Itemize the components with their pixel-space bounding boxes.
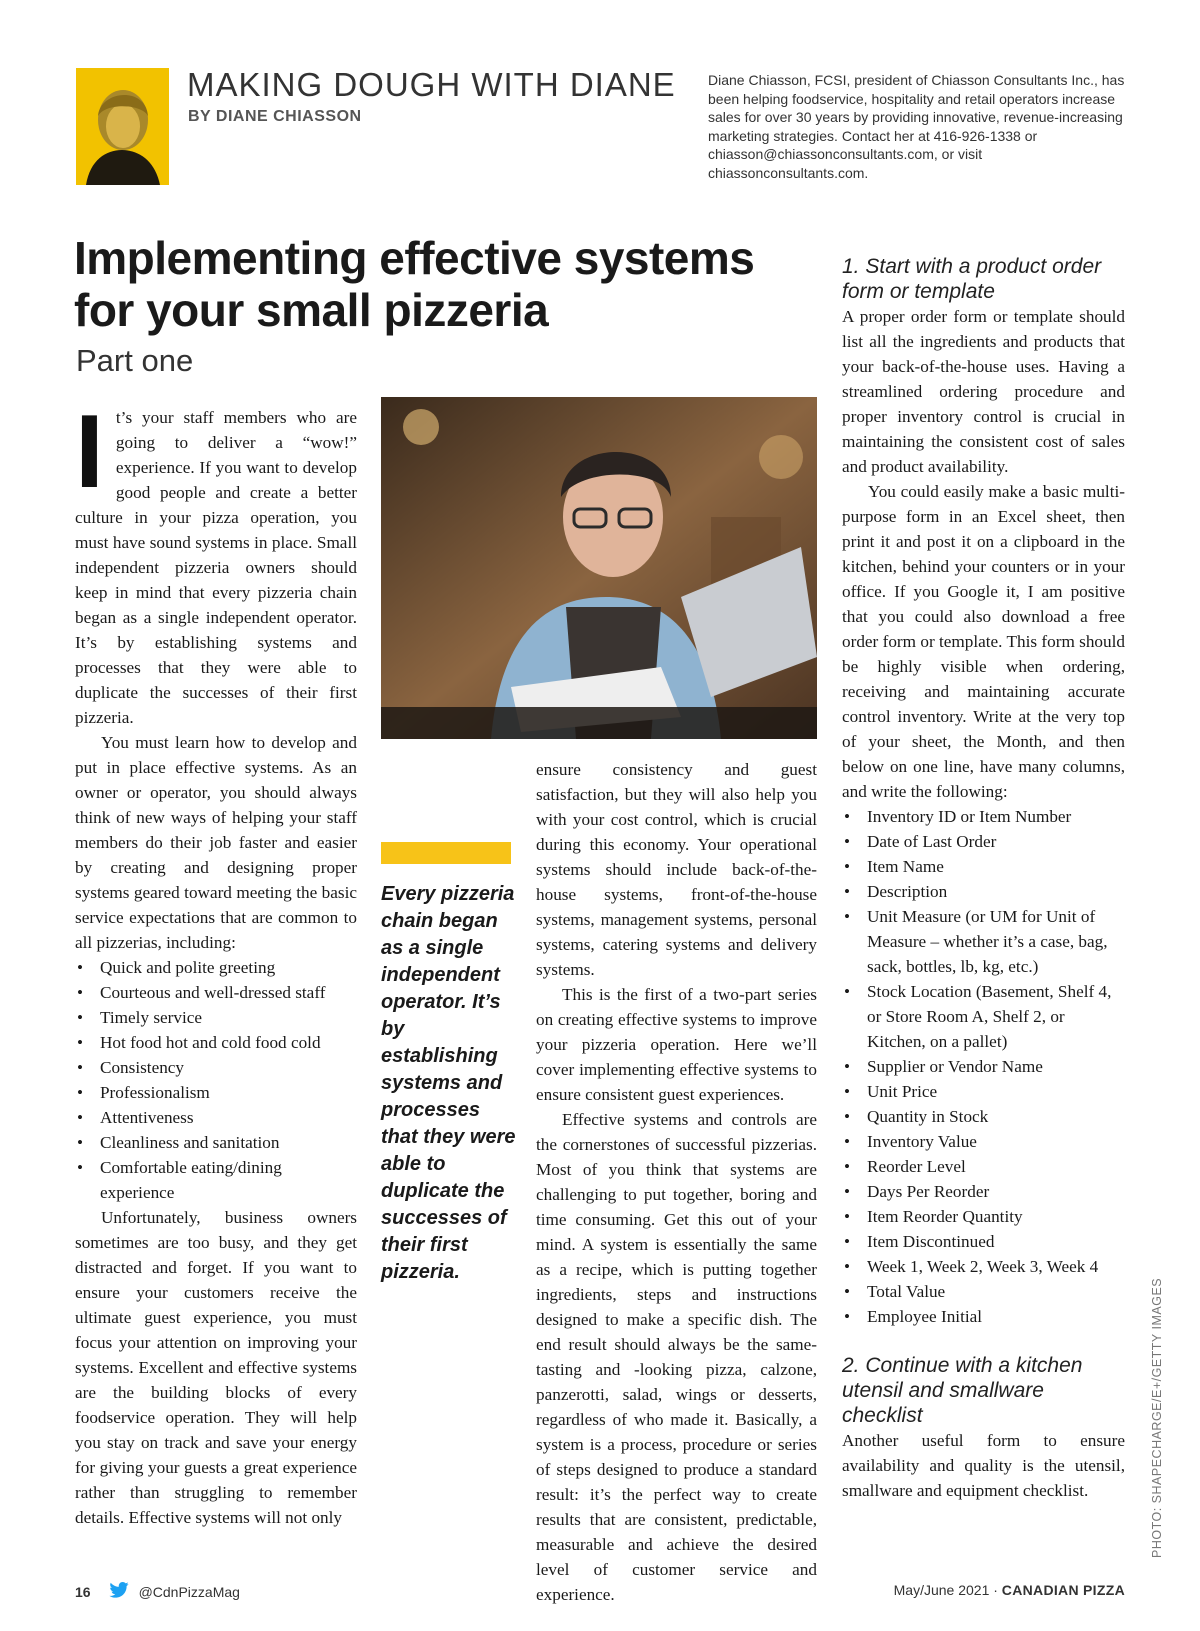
list-item: • Unit Price: [842, 1079, 1125, 1104]
issue-date: May/June 2021 ·: [893, 1582, 1002, 1598]
list-item: • Hot food hot and cold food cold: [75, 1030, 357, 1055]
list-item: • Item Discontinued: [842, 1229, 1125, 1254]
footer-right: [894, 1582, 1125, 1598]
intro-text: t’s your staff members who are going to deliver a “wow!” experience. If you want to develop good people and create a better culture in your pizza operation, you must have sound systems in place. Small independent pizzeria owners should keep in mind that every pizzeria chain began as a single independent operator. It’s by establishing systems and processes that they were able to duplicate the successes of their first pizzeria.: [75, 408, 357, 727]
list-item: • Timely service: [75, 1005, 357, 1030]
section-1-paragraph-2: You could easily make a basic multi-purpose form in an Excel sheet, then print it and post it on a clipboard in the kitchen, behind your counters or in your office. If you Google it, I am positive that you could also download a free order form or template. This form should be highly visible when ordering, receiving and maintaining accurate control inventory. Write at the very top of your sheet, the Month, and then below on one line, have many columns, and write the following:: [842, 482, 1125, 801]
pull-quote: Every pizzeria chain began as a single independent operator. It’s by establishing systems and processes that they were able to duplicate the successes of their first pizzeria.: [381, 883, 516, 1283]
list-item: • Reorder Level: [842, 1154, 1125, 1179]
list-item: • Professionalism: [75, 1080, 357, 1105]
article-column-3: [842, 232, 1125, 1503]
author-headshot: [76, 68, 169, 185]
article-column-1: [75, 394, 357, 1530]
paragraph-5: Effective systems and controls are the cornerstones of successful pizzerias. Most of you think that systems are challenging to put together, boring and time consuming. Get this out of your mind. A system is essentially the same as a recipe, which is putting together ingredients, steps and instructions designed to make a specific dish. The end result should always be the same-tasting and -looking pizza, calzone, panzerotti, salad, wings or desserts, regardless of who made it. Basically, a system is a process, procedure or series of steps designed to produce a standard result: it’s the perfect way to create results that are consistent, predictable, measurable and achieve the desired level of customer service and experience.: [536, 1110, 817, 1604]
author-bio: Diane Chiasson, FCSI, president of Chiasson Consultants Inc., has been helping foodservice, hospitality and retail operators increase sales for over 30 years by providing innovative, revenue-increasing marketing strategies. Contact her at 416-926-1338 or chiasson@chiassonconsultants.com, or visit chiassonconsultants.com.: [708, 72, 1125, 181]
article-headline: Implementing effective systems for your small pizzeria: [74, 232, 755, 336]
list-item: • Total Value: [842, 1279, 1125, 1304]
column-title: MAKING DOUGH WITH DIANE: [187, 66, 676, 103]
page-number: 16: [75, 1583, 91, 1600]
service-expectations-list: [75, 955, 357, 1205]
list-item: • Consistency: [75, 1055, 357, 1080]
paragraph-4: This is the first of a two-part series on creating effective systems to improve your pizzeria operation. Here we’ll cover implementing effective systems to ensure consistent guest experiences.: [536, 985, 817, 1104]
list-item: • Quick and polite greeting: [75, 955, 357, 980]
article-subhead: Part one: [76, 343, 194, 378]
list-item: • Comfortable eating/dining experience: [75, 1155, 357, 1205]
list-item: • Attentiveness: [75, 1105, 357, 1130]
list-item: • Employee Initial: [842, 1304, 1125, 1329]
section-2-paragraph-1: Another useful form to ensure availability and quality is the utensil, smallware and equipment checklist.: [842, 1431, 1125, 1500]
paragraph-3: Unfortunately, business owners sometimes are too busy, and they get distracted and forget. If you want to ensure your customers receive the ultimate guest experience, you must focus your attention on improving your systems. Excellent and effective systems are the building blocks of every foodservice operation. They will help you stay on track and save your energy for giving your guests a great experience rather than struggling to remember details. Effective systems will not only: [75, 1208, 357, 1527]
drop-cap: I: [75, 394, 104, 510]
list-item: • Week 1, Week 2, Week 3, Week 4: [842, 1254, 1125, 1279]
list-item: • Courteous and well-dressed staff: [75, 980, 357, 1005]
list-item: • Unit Measure (or UM for Unit of Measure – whether it’s a case, bag, sack, bottles, lb, kg, etc.): [842, 904, 1125, 979]
list-item: • Quantity in Stock: [842, 1104, 1125, 1129]
order-form-columns-list: [842, 804, 1125, 1329]
section-1-paragraph-1: A proper order form or template should list all the ingredients and products that your back-of-the-house uses. Having a streamlined ordering procedure and proper inventory control is crucial in maintaining the consistent cost of sales and product availability.: [842, 307, 1125, 476]
twitter-bird-icon: [109, 1582, 129, 1601]
section-1-heading: 1. Start with a product order form or template: [842, 255, 1102, 303]
pull-quote-bar: [381, 842, 511, 864]
photo-credit: PHOTO: SHAPECHARGE/E+/GETTY IMAGES: [1150, 1277, 1164, 1558]
byline: BY DIANE CHIASSON: [188, 108, 362, 125]
list-item: • Cleanliness and sanitation: [75, 1130, 357, 1155]
list-item: • Days Per Reorder: [842, 1179, 1125, 1204]
magazine-name: CANADIAN PIZZA: [1001, 1582, 1125, 1598]
list-item: • Date of Last Order: [842, 829, 1125, 854]
list-item: • Item Name: [842, 854, 1125, 879]
article-column-2: [536, 757, 817, 1607]
list-item: • Inventory ID or Item Number: [842, 804, 1125, 829]
list-item: • Description: [842, 879, 1125, 904]
list-item: • Item Reorder Quantity: [842, 1204, 1125, 1229]
twitter-handle[interactable]: @CdnPizzaMag: [138, 1583, 240, 1600]
paragraph-2: You must learn how to develop and put in place effective systems. As an owner or operator, you should always think of new ways of helping your staff members do their job faster and easier by creating and designing proper systems geared toward meeting the basic service expectations that are common to all pizzerias, including:: [75, 733, 357, 952]
footer-left: [75, 1582, 240, 1601]
section-2-heading: 2. Continue with a kitchen utensil and smallware checklist: [842, 1354, 1083, 1427]
list-item: • Supplier or Vendor Name: [842, 1054, 1125, 1079]
list-item: • Inventory Value: [842, 1129, 1125, 1154]
article-photo: [381, 397, 817, 739]
list-item: • Stock Location (Basement, Shelf 4, or Store Room A, Shelf 2, or Kitchen, on a pallet): [842, 979, 1125, 1054]
intro-paragraph: [75, 394, 357, 730]
paragraph-3-continued: ensure consistency and guest satisfaction, but they will also help you with your cost control, which is crucial during this economy. Your operational systems should include back-of-the-house systems, front-of-the-house systems, management systems, personal systems, catering systems and delivery systems.: [536, 760, 817, 979]
